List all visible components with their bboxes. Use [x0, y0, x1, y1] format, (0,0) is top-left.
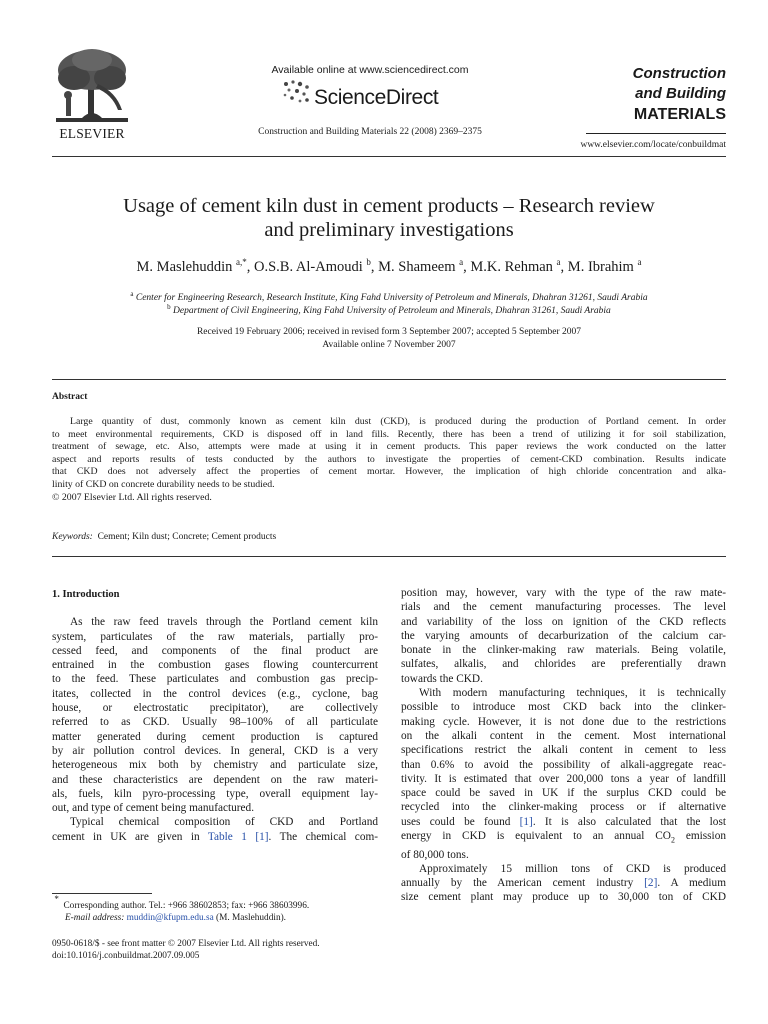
email-label: E-mail address:	[65, 913, 125, 923]
body-line: itates, collected in the control devices (e.g., cyclone, bag	[52, 687, 378, 700]
author-name: M. Maslehuddin	[136, 259, 233, 275]
body-line: position may, however, vary with the type of the raw mate-	[401, 587, 726, 599]
author-affil-marker[interactable]: b	[366, 257, 371, 267]
author-affil-marker[interactable]: a	[459, 257, 464, 267]
body-line: heterogeneous mix both by chemistry and particulate size,	[52, 759, 378, 772]
body-line: As the raw feed travels through the Portland cement kiln	[70, 616, 378, 629]
abstract-heading: Abstract	[52, 392, 88, 402]
sciencedirect-wordmark: ScienceDirect	[314, 86, 439, 109]
body-line: than 0.6% to avoid the possibility of alkali-aggregate reac-	[401, 758, 726, 771]
body-line	[401, 815, 726, 829]
body-line: house, or electrostatic precipitator), are collectively	[52, 702, 378, 715]
abstract-line: linity of CKD on concrete durability needs to be studied.	[52, 478, 275, 490]
available-online-text: Available online at www.sciencedirect.com	[271, 64, 469, 76]
footnote-rule	[52, 893, 152, 894]
body-line: making cycle. However, it is not done due to the restrictions	[401, 715, 726, 728]
header-divider	[52, 156, 726, 157]
body-line: als, fuels, kiln pyro-processing type, overall equipment lay-	[52, 787, 378, 800]
body-line: bonate in the clinker-making raw materials. Being volatile,	[401, 644, 726, 657]
title-line: and preliminary investigations	[264, 219, 514, 241]
journal-citation: Construction and Building Materials 22 (2008) 2369–2375	[258, 127, 482, 137]
author-affil-marker[interactable]: a	[637, 257, 642, 267]
body-text: . The chemical com-	[268, 830, 379, 843]
affiliation-marker: a	[130, 290, 134, 298]
footnote-line	[52, 912, 378, 924]
footnote-line	[52, 894, 378, 912]
author-name: O.S.B. Al-Amoudi	[254, 259, 363, 275]
affiliation-marker: b	[167, 303, 171, 311]
history-dates: Received 19 February 2006; received in revised form 3 September 2007; accepted 5 September 2007	[196, 327, 582, 337]
author-separator: ,	[246, 259, 255, 275]
abstract-body	[52, 416, 726, 504]
author-separator: ,	[560, 259, 568, 275]
body-line: on the alkali content in the cement. Most international	[401, 729, 726, 742]
affiliation-line	[52, 292, 726, 305]
body-line: possible to introduce most CKD back into the clinker-	[401, 701, 726, 714]
body-line: recycled into the clinker-making process or if alternative	[401, 801, 726, 814]
keywords-text: Cement; Kiln dust; Concrete; Cement products	[97, 532, 277, 542]
body-line: referred to as CKD. Usually 98–100% of all particulate	[52, 716, 378, 729]
body-line: rials and the cement manufacturing processes. The level	[401, 601, 726, 614]
body-line: tivity. It is estimated that over 200,000 tons a year of landfill	[401, 772, 726, 785]
body-line: and variability of the loss on ignition of the CKD reflects	[401, 615, 726, 628]
affiliation-text: Center for Engineering Research, Research Institute, King Fahd University of Petroleum and Minerals, Dhahran 31261, Saudi Arabia	[135, 293, 648, 303]
author-list	[52, 259, 726, 276]
body-line: size cement plant may produce up to 30,000 ton of CKD	[401, 891, 726, 904]
body-text: energy in CKD is equivalent to an annual CO	[401, 830, 671, 843]
footnote-text: Corresponding author. Tel.: +966 38602853; fax: +966 38603996.	[63, 901, 310, 911]
body-line: entrained in the combustion gases flowing countercurrent	[52, 659, 378, 672]
page-footer	[52, 938, 392, 962]
affiliation-line	[52, 305, 726, 318]
subscript: 2	[670, 835, 675, 845]
body-line	[401, 876, 726, 890]
abstract-line: aspect and reports results of tests conducted by the authors to investigate the properties of cement-CKD combination. Results indicate	[52, 453, 726, 465]
abstract-top-rule	[52, 379, 726, 380]
affiliation-text: Department of Civil Engineering, King Fahd University of Petroleum and Minerals, Dhahran 31261, Saudi Arabia	[173, 306, 611, 316]
article-dates	[52, 326, 726, 352]
abstract-copyright: © 2007 Elsevier Ltd. All rights reserved.	[52, 491, 212, 503]
footer-line: 0950-0618/$ - see front matter © 2007 Elsevier Ltd. All rights reserved.	[52, 939, 320, 949]
body-line: sulfates, alkalis, and chlorides are preferentially drawn	[401, 658, 726, 671]
abstract-line: treatment of sewage, etc. Also, attempts were made at using it in cement products. This paper reviews the work conducted on the latter	[52, 441, 726, 453]
abstract-line: that CKD does not adversely affect the properties of cement mortar. However, the implication of high chloride concentration and alka-	[52, 466, 726, 478]
body-line: and these characteristics are dependent on the raw materi-	[52, 773, 378, 786]
body-line: Typical chemical composition of CKD and Portland	[70, 816, 378, 829]
keywords	[52, 532, 276, 542]
table-link[interactable]: Table 1	[207, 830, 247, 843]
right-column	[401, 586, 726, 905]
reference-link[interactable]: [2]	[644, 877, 658, 890]
journal-brand-line: and Building	[635, 85, 726, 102]
body-text: . It is also calculated that the lost	[532, 815, 726, 828]
body-line: to the feed. These particulates and combustion gas precip-	[52, 673, 378, 686]
body-line: With modern manufacturing techniques, it is technically	[419, 687, 726, 700]
author-affil-marker[interactable]: a	[556, 257, 561, 267]
author-name: M. Ibrahim	[567, 259, 634, 275]
body-line: system, particulates of the raw materials, partially pro-	[52, 630, 378, 643]
body-line: out, and type of cement being manufactured.	[52, 802, 255, 815]
journal-url[interactable]: www.elsevier.com/locate/conbuildmat	[580, 140, 726, 150]
journal-brand	[586, 64, 726, 126]
journal-brand-line: Construction	[632, 65, 726, 82]
body-line	[52, 830, 378, 844]
author-separator: ,	[370, 259, 379, 275]
author-name: M.K. Rehman	[470, 259, 553, 275]
footnote-marker: *	[54, 894, 59, 904]
body-line: of 80,000 tons.	[401, 848, 469, 861]
email-link[interactable]: muddin@kfupm.edu.sa	[126, 913, 214, 923]
abstract-line: Large quantity of dust, commonly known as cement kiln dust (CKD), is produced during the production of Portland cement. In order	[70, 416, 726, 427]
publisher-name: ELSEVIER	[59, 126, 125, 141]
author-name: M. Shameem	[378, 259, 456, 275]
title-line: Usage of cement kiln dust in cement products – Research review	[123, 195, 655, 217]
body-text: . A medium	[657, 877, 726, 890]
brand-divider	[586, 133, 726, 134]
body-text: annually by the American cement industry	[401, 877, 645, 890]
body-line: specifications restrict the alkali content in cement to less	[401, 744, 726, 757]
keywords-label: Keywords:	[52, 532, 93, 542]
body-line	[401, 829, 726, 848]
abstract-line: to meet environmental requirements, CKD is disposed off in land fills. Recently, there has been a trend of utilizing it for soil stabilization,	[52, 428, 726, 440]
author-separator: ,	[463, 259, 471, 275]
body-line: space could be saved in UK if the surplus CKD could be	[401, 787, 726, 800]
footer-doi[interactable]: doi:10.1016/j.conbuildmat.2007.09.005	[52, 951, 200, 961]
abstract-bottom-rule	[52, 556, 726, 557]
left-column	[52, 588, 378, 844]
online-date: Available online 7 November 2007	[322, 340, 456, 350]
body-line: matter generated during cement production is captured	[52, 730, 378, 743]
body-line: by air pollution control devices. In general, CKD is a very	[52, 744, 378, 757]
reference-link[interactable]: [1]	[255, 830, 269, 843]
body-text: uses could be found	[401, 815, 520, 828]
body-line: Approximately 15 million tons of CKD is produced	[419, 862, 726, 875]
journal-brand-line: MATERIALS	[633, 106, 726, 123]
body-line: the varying amounts of decarburization of the calcium car-	[401, 629, 726, 642]
section-heading: 1. Introduction	[52, 589, 120, 600]
footnote-text: (M. Maslehuddin).	[216, 913, 287, 923]
footnote	[52, 894, 378, 924]
reference-link[interactable]: [1]	[519, 815, 533, 828]
body-line: towards the CKD.	[401, 672, 483, 685]
body-text: cement in UK are given in	[52, 830, 208, 843]
body-text: emission	[674, 830, 726, 843]
article-title	[52, 194, 726, 242]
author-affil-marker[interactable]: a,*	[236, 257, 247, 267]
body-line: cessed feed, and components of the final product are	[52, 644, 378, 657]
affiliations	[52, 292, 726, 318]
